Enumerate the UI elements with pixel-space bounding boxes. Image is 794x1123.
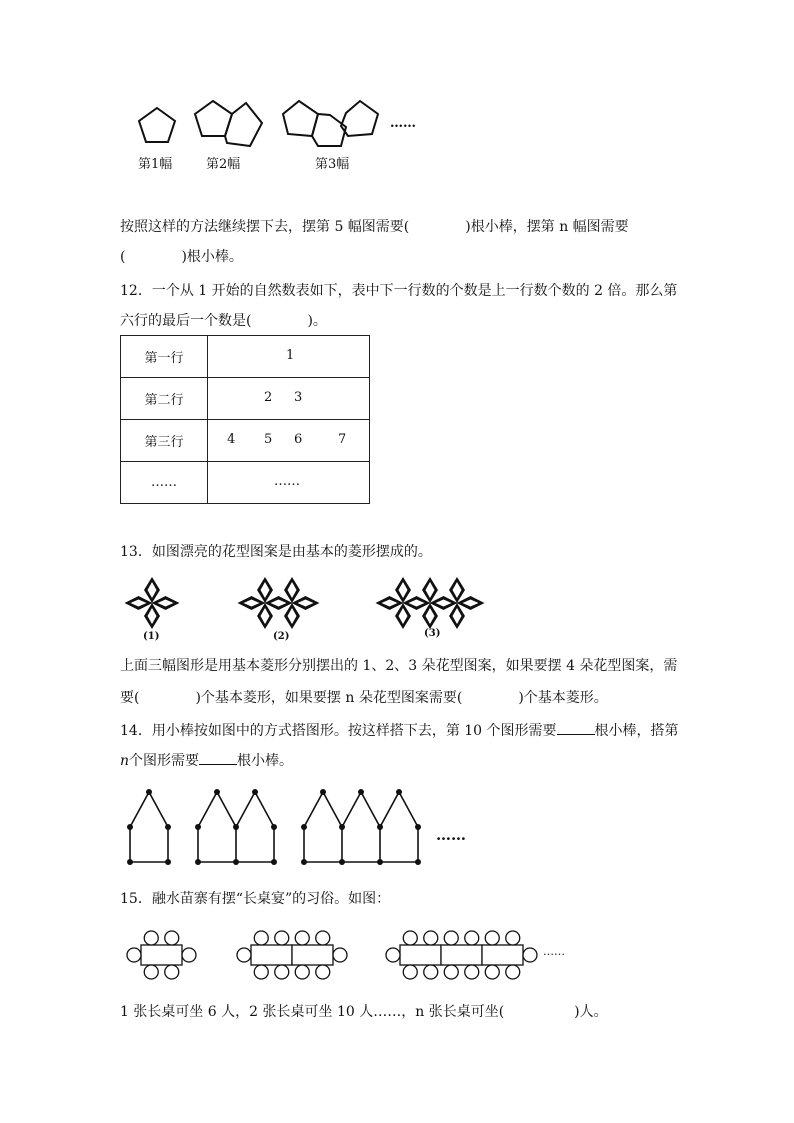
q14-blank-2[interactable] bbox=[199, 750, 237, 765]
seat bbox=[465, 965, 479, 979]
q14-blank-1[interactable] bbox=[557, 720, 595, 735]
cell-number: 3 bbox=[294, 390, 303, 405]
seat bbox=[403, 931, 417, 945]
long-table bbox=[292, 945, 333, 965]
flower-label-3: (3) bbox=[424, 628, 441, 639]
stick-joint bbox=[127, 824, 133, 830]
seat bbox=[275, 965, 289, 979]
stick-joint bbox=[301, 859, 307, 865]
q11-line1: 按照这样的方法继续摆下去，摆第 5 幅图需要( )根小棒，摆第 n 幅图需要 bbox=[120, 219, 629, 235]
seat bbox=[165, 965, 179, 979]
row-values bbox=[208, 336, 370, 378]
seat bbox=[424, 931, 438, 945]
stick-joint bbox=[396, 789, 402, 795]
seat bbox=[165, 931, 179, 945]
cell-number: 5 bbox=[264, 432, 273, 447]
seat bbox=[523, 948, 537, 962]
long-table-figure bbox=[0, 925, 794, 985]
stick bbox=[236, 792, 255, 827]
row-values bbox=[208, 378, 370, 420]
long-table bbox=[482, 945, 523, 965]
seat bbox=[333, 948, 347, 962]
flower-figure bbox=[0, 570, 794, 645]
pentagon-fig3-c bbox=[341, 101, 378, 136]
seat bbox=[295, 931, 309, 945]
q11-line2: ( )根小棒。 bbox=[120, 249, 243, 265]
stick bbox=[217, 792, 236, 827]
stick-joint bbox=[165, 824, 171, 830]
pentagon-figure bbox=[0, 0, 794, 180]
stick bbox=[399, 792, 418, 827]
cell-number: 6 bbox=[294, 432, 303, 447]
stick bbox=[149, 792, 168, 827]
stick-joint bbox=[415, 824, 421, 830]
house-figure bbox=[0, 780, 794, 875]
cell-number: 4 bbox=[227, 432, 236, 447]
stick-joint bbox=[339, 859, 345, 865]
stick-joint bbox=[358, 789, 364, 795]
stick-joint bbox=[252, 789, 258, 795]
stick-joint bbox=[195, 824, 201, 830]
cell-number: 1 bbox=[286, 348, 295, 363]
stick-joint bbox=[165, 859, 171, 865]
pentagon-fig3-b bbox=[312, 114, 346, 146]
stick-joint bbox=[320, 789, 326, 795]
number-table bbox=[120, 335, 370, 504]
seat bbox=[182, 948, 196, 962]
seat bbox=[254, 931, 268, 945]
stick-joint bbox=[127, 859, 133, 865]
q14-line2: n个图形需要 根小棒。 bbox=[120, 750, 293, 771]
q13-line1: 13．如图漂亮的花型图案是由基本的菱形摆成的。 bbox=[120, 544, 432, 560]
seat bbox=[127, 948, 141, 962]
stick-joint bbox=[271, 859, 277, 865]
q15-line2: 1 张长桌可坐 6 人，2 张长桌可坐 10 人……，n 张长桌可坐( )人。 bbox=[120, 1004, 608, 1020]
seat bbox=[485, 965, 499, 979]
fig-label-2: 第2幅 bbox=[206, 157, 241, 172]
row-label: …… bbox=[121, 462, 208, 504]
seat bbox=[275, 931, 289, 945]
seat bbox=[485, 931, 499, 945]
stick bbox=[323, 792, 342, 827]
seat bbox=[316, 931, 330, 945]
seat bbox=[237, 948, 251, 962]
stick-joint bbox=[195, 859, 201, 865]
row-label: 第一行 bbox=[121, 336, 208, 378]
stick bbox=[361, 792, 380, 827]
table-row bbox=[121, 462, 370, 504]
stick bbox=[198, 792, 217, 827]
q15-line1: 15．融水苗寨有摆“长桌宴”的习俗。如图： bbox=[120, 891, 391, 907]
stick-joint bbox=[214, 789, 220, 795]
seat bbox=[444, 931, 458, 945]
cell-number: 2 bbox=[264, 390, 273, 405]
stick-joint bbox=[415, 859, 421, 865]
stick bbox=[380, 792, 399, 827]
long-table bbox=[441, 945, 482, 965]
seat bbox=[144, 965, 158, 979]
seat bbox=[444, 965, 458, 979]
fig-label-1: 第1幅 bbox=[138, 157, 173, 172]
flower-label-1: (1) bbox=[143, 631, 160, 642]
stick bbox=[255, 792, 274, 827]
row-label: 第三行 bbox=[121, 420, 208, 462]
q14-line1: 14．用小棒按如图中的方式搭图形。按这样搭下去，第 10 个图形需要 根小棒，搭第 bbox=[120, 720, 679, 741]
stick-joint bbox=[301, 824, 307, 830]
seat bbox=[316, 965, 330, 979]
row-values bbox=[208, 462, 370, 504]
row-label: 第二行 bbox=[121, 378, 208, 420]
stick-joint bbox=[233, 824, 239, 830]
q13-line2: 上面三幅图形是用基本菱形分别摆出的 1、2、3 朵花型图案，如果要摆 4 朵花型图案，需 bbox=[120, 658, 678, 674]
seat bbox=[295, 965, 309, 979]
stick-joint bbox=[339, 824, 345, 830]
row-values bbox=[208, 420, 370, 462]
table-row bbox=[121, 420, 370, 462]
seat bbox=[254, 965, 268, 979]
q12-line1: 12．一个从 1 开始的自然数表如下，表中下一行数的个数是上一行数个数的 2 倍。那么第 bbox=[120, 283, 678, 299]
seat bbox=[403, 965, 417, 979]
seat bbox=[386, 948, 400, 962]
stick-joint bbox=[233, 859, 239, 865]
stick bbox=[130, 792, 149, 827]
pentagon-fig2-b bbox=[225, 103, 262, 146]
stick bbox=[304, 792, 323, 827]
stick bbox=[342, 792, 361, 827]
stick-joint bbox=[271, 824, 277, 830]
cell-number: …… bbox=[274, 474, 300, 489]
flower-label-2: (2) bbox=[273, 631, 290, 642]
stick-joint bbox=[377, 859, 383, 865]
stick-joint bbox=[146, 789, 152, 795]
seat bbox=[465, 931, 479, 945]
long-table bbox=[400, 945, 441, 965]
seat bbox=[144, 931, 158, 945]
seat bbox=[424, 965, 438, 979]
fig-label-3: 第3幅 bbox=[315, 157, 350, 172]
cell-number: 7 bbox=[338, 432, 347, 447]
long-table bbox=[251, 945, 292, 965]
pentagon-fig1 bbox=[139, 108, 175, 142]
seat bbox=[506, 965, 520, 979]
q13-line3: 要( )个基本菱形，如果要摆 n 朵花型图案需要( )个基本菱形。 bbox=[120, 690, 608, 706]
seat bbox=[506, 931, 520, 945]
stick-joint bbox=[377, 824, 383, 830]
q12-line2: 六行的最后一个数是( )。 bbox=[120, 313, 327, 329]
fig-ellipsis: …… bbox=[390, 116, 416, 131]
house-ellipsis: …… bbox=[436, 826, 466, 844]
table-ellipsis: …… bbox=[543, 945, 565, 958]
long-table bbox=[141, 945, 182, 965]
table-row bbox=[121, 336, 370, 378]
table-row bbox=[121, 378, 370, 420]
